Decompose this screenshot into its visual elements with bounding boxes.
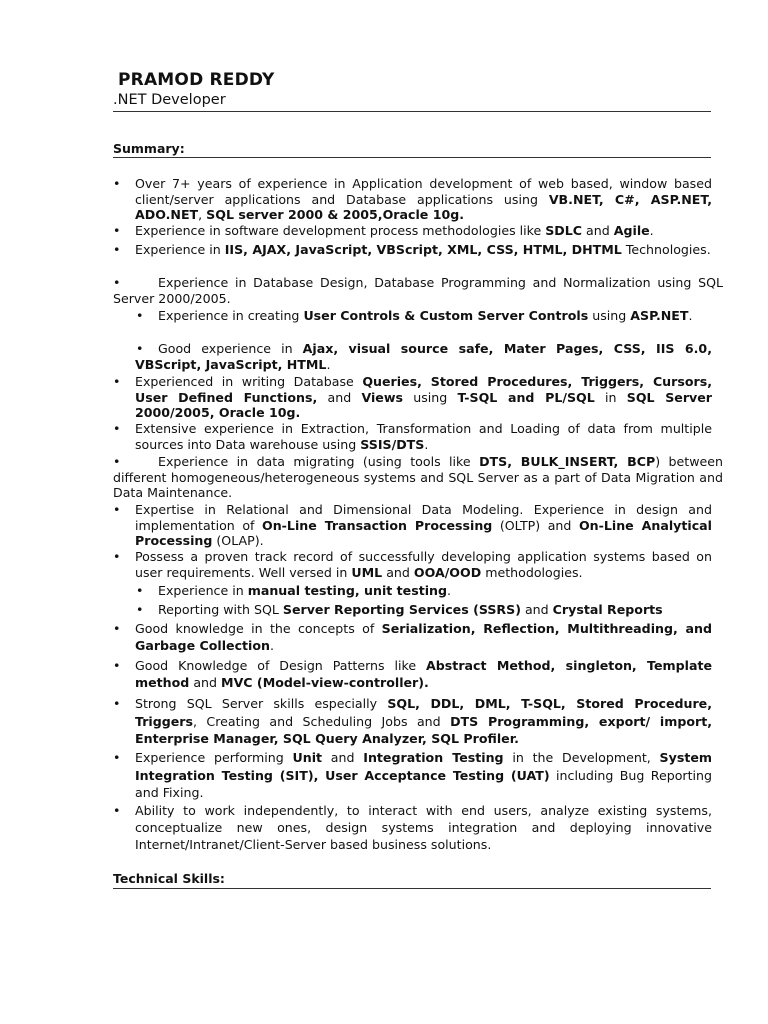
summary-text: Good knowledge in the concepts of [135,621,382,636]
summary-text: Experience in [135,242,225,257]
summary-keyword: SQL, DDL, DML, T-SQL, Stored Procedure, Triggers [135,696,713,729]
summary-keyword: IIS, AJAX, JavaScript, VBScript, XML, CSS, HTML, DHTML [224,242,622,257]
bullet-icon: • [113,549,121,564]
bullet-icon: • [113,621,121,636]
summary-text: (OLAP). [212,533,264,548]
bullet-icon: • [113,421,121,436]
summary-item [113,657,712,691]
summary-text: Experience in creating [158,308,304,323]
job-title: .NET Developer [113,92,226,108]
summary-text: Good Knowledge of Design Patterns like [135,658,427,673]
bullet-icon: • [136,602,144,617]
candidate-name: PRAMOD REDDY [118,70,275,90]
summary-keyword: SDLC [545,223,583,238]
bullet-icon: • [113,176,121,191]
summary-item [113,802,712,853]
summary-text: Technologies. [621,242,711,257]
summary-text: Extensive experience in Extraction, Transformation and Loading of data from multiple sources into Data warehouse using [135,421,712,452]
summary-text: Experienced in writing Database [135,374,363,389]
summary-keyword: Agile [613,223,650,238]
bullet-icon: • [113,803,121,818]
summary-item [113,242,712,258]
summary-keyword: Views [361,389,403,405]
summary-text: Good experience in [158,341,303,356]
summary-keyword: Queries, Stored Procedures, Triggers, Cursors, User Defined Functions, [135,374,712,405]
summary-text: Over 7+ years of experience in Application development of web based, window based client/server applications and Database applications using [135,176,712,207]
summary-text: (OLTP) and [492,517,579,533]
technical-skills-divider [113,888,711,889]
summary-item [113,275,723,306]
summary-text: , [198,207,207,222]
summary-item [113,749,713,802]
summary-keyword: T-SQL and PL/SQL [457,389,595,405]
summary-text: , Creating and Scheduling Jobs and [193,713,451,729]
summary-item [113,502,712,549]
summary-text: Experience in Database Design, Database Programming and Normalization using SQL Server 2000/2005. [113,275,723,306]
summary-item [113,374,712,421]
bullet-icon: • [113,454,121,469]
summary-text: using [588,308,631,323]
bullet-icon: • [113,696,121,711]
bullet-icon: • [113,223,121,238]
summary-text: . [424,436,429,452]
summary-keyword: DTS, BULK_INSERT, BCP [479,454,656,469]
summary-text: and [317,389,362,405]
summary-keyword: manual testing, unit testing [247,583,448,598]
summary-text: and [322,750,364,765]
summary-keyword: On-Line Analytical Processing [135,517,712,548]
summary-text: and [382,564,414,580]
summary-text: in [594,389,627,405]
summary-item [135,602,712,618]
summary-text: Reporting with SQL [158,602,283,617]
summary-text: Expertise in Relational and Dimensional Data Modeling. Experience in design and implementation of [135,502,712,533]
summary-text: methodologies. [481,564,583,580]
summary-text: . [649,223,654,238]
summary-text: ) between different homogeneous/heterogeneous systems and SQL Server as a part of Data Migration and Data Maintenance. [113,454,723,500]
summary-text: . [688,308,693,323]
summary-keyword: System Integration Testing (SIT), User Acceptance Testing (UAT) [135,750,713,783]
summary-item [135,341,712,372]
summary-text: Experience in software development process methodologies like [135,223,546,238]
summary-item [113,454,723,501]
summary-item [113,549,712,580]
summary-keyword: On-Line Transaction Processing [262,517,493,533]
summary-text: Ability to work independently, to interact with end users, analyze existing systems, conceptualize new ones, design systems integration and deploying innovative Internet/Intranet/Client-Server based business solutions. [135,803,712,852]
summary-item [113,421,712,452]
summary-keyword: Serialization, Reflection, Multithreading, and Garbage Collection [135,621,712,653]
summary-item [113,223,712,239]
header-divider [113,111,711,112]
summary-keyword: User Controls & Custom Server Controls [303,308,589,323]
bullet-icon: • [136,583,144,598]
summary-item [113,695,713,748]
bullet-icon: • [113,374,121,389]
summary-keyword: ASP.NET [630,308,689,323]
summary-text: and [520,602,553,617]
summary-keyword: SQL server 2000 & 2005,Oracle 10g. [206,207,465,222]
summary-text: Possess a proven track record of successfully developing application systems based on user requirements. Well versed in [135,549,712,580]
summary-keyword: SSIS/DTS [360,436,425,452]
summary-text: including Bug Reporting and Fixing. [135,767,713,800]
summary-keyword: Abstract Method, singleton, Template method [135,658,712,690]
summary-divider [113,157,711,158]
summary-text: Experience performing [135,750,293,765]
summary-text: and [582,223,614,238]
bullet-icon: • [136,308,144,323]
summary-text: . [270,638,275,653]
summary-keyword: Crystal Reports [552,602,663,617]
bullet-icon: • [113,275,121,290]
summary-text: Experience in data migrating (using tools like [158,454,480,469]
summary-keyword: MVC (Model-view-controller). [221,675,429,690]
summary-text: Experience in [158,583,248,598]
summary-keyword: UML [351,564,383,580]
summary-text: . [326,356,331,372]
summary-item [113,176,712,223]
summary-keyword: Unit [292,750,323,765]
summary-item [113,620,712,654]
summary-item [135,583,712,599]
summary-text: . [447,583,452,598]
summary-text: using [402,389,458,405]
summary-heading: Summary: [113,141,185,156]
bullet-icon: • [113,750,121,765]
bullet-icon: • [113,242,121,257]
bullet-icon: • [113,658,121,673]
summary-keyword: Integration Testing [363,750,504,765]
summary-keyword: Server Reporting Services (SSRS) [282,602,521,617]
summary-text: Strong SQL Server skills especially [135,696,388,711]
summary-keyword: Ajax, visual source safe, Mater Pages, CSS, IIS 6.0, VBScript, JavaScript, HTML [135,341,712,372]
bullet-icon: • [113,502,121,517]
technical-skills-heading: Technical Skills: [113,871,225,886]
summary-text: and [189,675,222,690]
summary-item [135,308,712,324]
summary-keyword: DTS Programming, export/ import, Enterprise Manager, SQL Query Analyzer, SQL Profiler. [135,713,712,746]
summary-keyword: OOA/OOD [413,564,482,580]
bullet-icon: • [136,341,144,356]
summary-keyword: SQL Server 2000/2005, Oracle 10g. [135,389,712,420]
summary-text: in the Development, [503,750,660,765]
summary-keyword: VB.NET, C#, ASP.NET, ADO.NET [135,191,712,222]
